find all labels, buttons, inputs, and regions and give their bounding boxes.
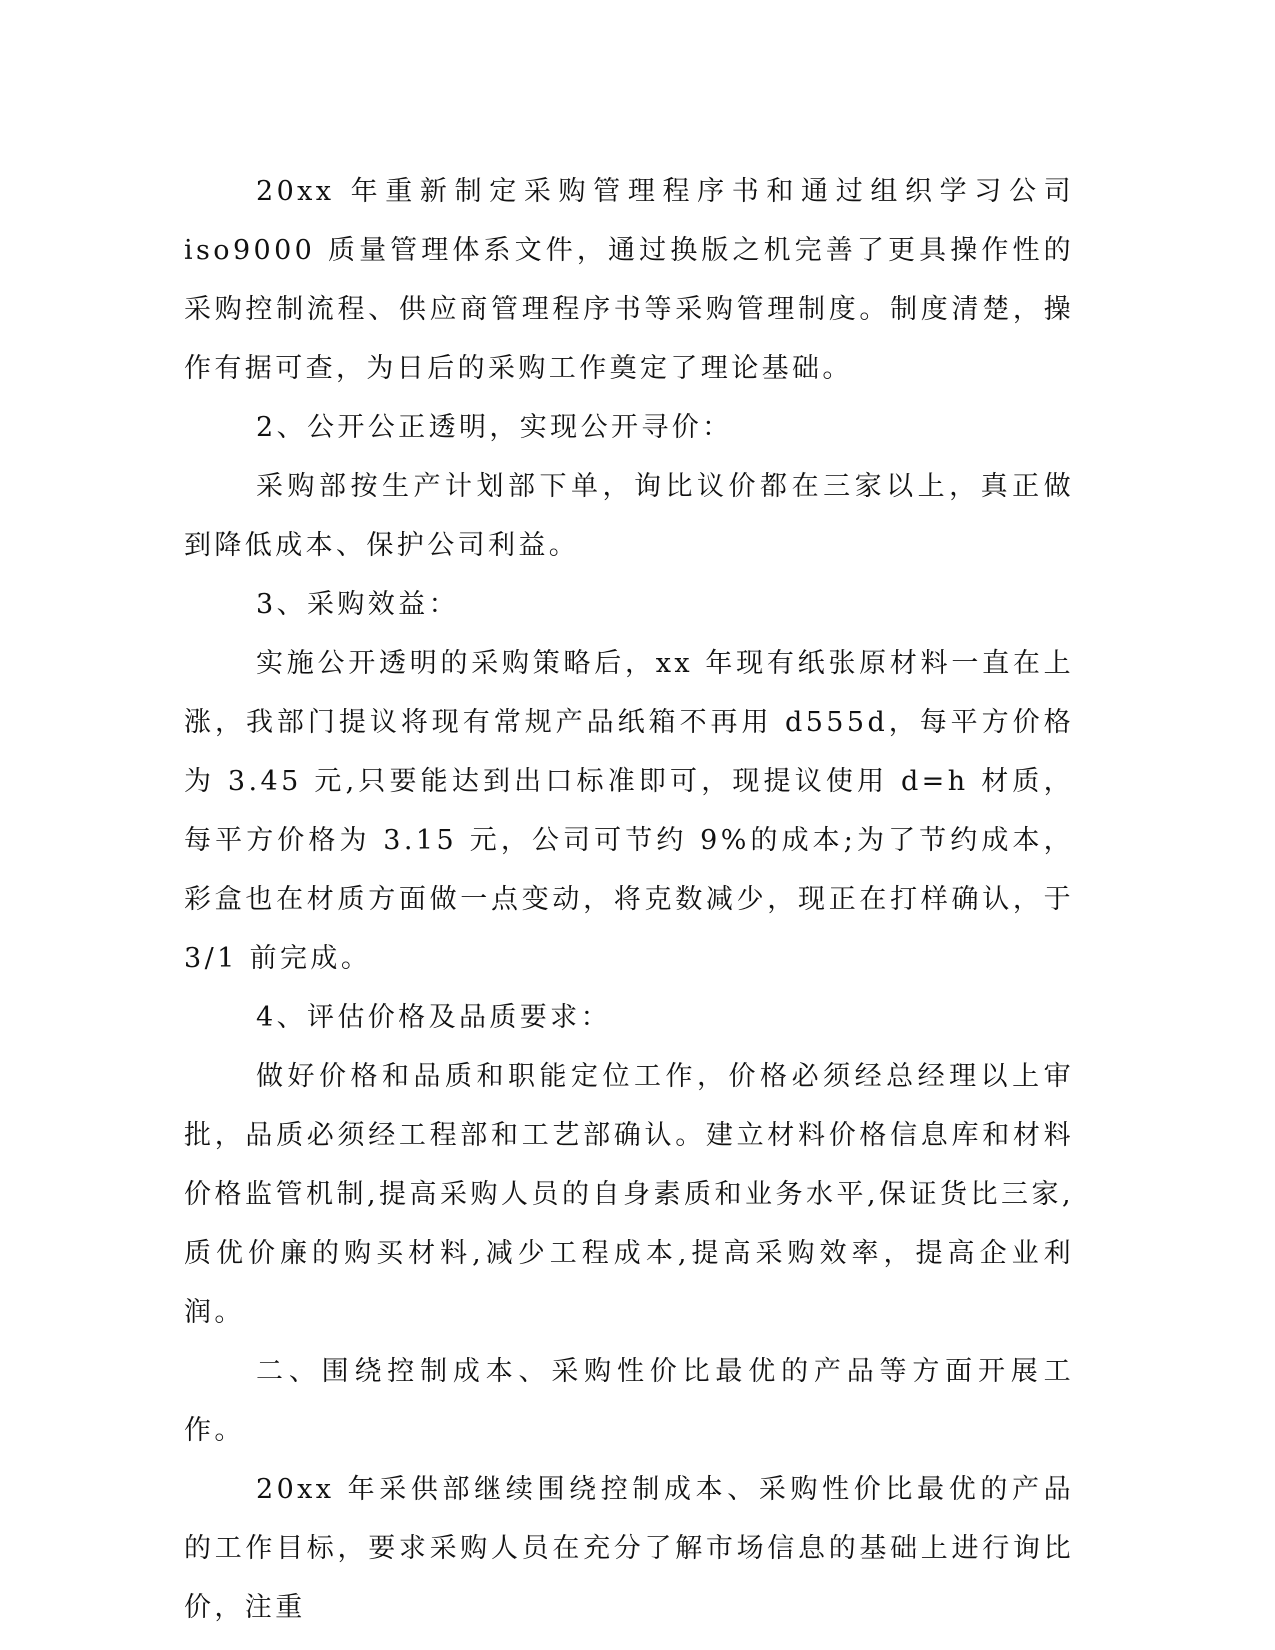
heading-open-fair-pricing: 2、公开公正透明，实现公开寻价： bbox=[256, 412, 733, 443]
paragraph-annual-targets: 20xx 年采供部继续围绕控制成本、采购性价比最优的产品的工作目标，要求采购人员在充分了解市场信息的基础上进行询比价，注重 bbox=[184, 1474, 1074, 1623]
paragraph-procurement-procedures: 20xx 年重新制定采购管理程序书和通过组织学习公司 iso9000 质量管理体系文件，通过换版之机完善了更具操作性的采购控制流程、供应商管理程序书等采购管理制度。制度清楚，操作有据可查，为日后的采购工作奠定了理论基础。 bbox=[184, 176, 1074, 384]
paragraph-price-quality-approval: 做好价格和品质和职能定位工作，价格必须经总经理以上审批，品质必须经工程部和工艺部确认。建立材料价格信息库和材料价格监管机制,提高采购人员的自身素质和业务水平,保证货比三家,质优价廉的购买材料,减少工程成本,提高采购效率，提高企业利润。 bbox=[184, 1061, 1074, 1328]
heading-cost-control-work: 二、围绕控制成本、采购性价比最优的产品等方面开展工作。 bbox=[184, 1356, 1074, 1446]
paragraph-three-quotes: 采购部按生产计划部下单，询比议价都在三家以上，真正做到降低成本、保护公司利益。 bbox=[184, 471, 1074, 561]
heading-price-quality-evaluation: 4、评估价格及品质要求： bbox=[256, 1002, 611, 1033]
document-body bbox=[184, 162, 1074, 1637]
paragraph-cost-savings: 实施公开透明的采购策略后，xx 年现有纸张原材料一直在上涨，我部门提议将现有常规产品纸箱不再用 d555d，每平方价格为 3.45 元,只要能达到出口标准即可，现提议使用 d=h 材质，每平方价格为 3.15 元，公司可节约 9%的成本;为了节约成本，彩盒也在材质方面做一点变动，将克数减少，现正在打样确认，于 3/1 前完成。 bbox=[184, 648, 1074, 974]
heading-procurement-benefits: 3、采购效益： bbox=[256, 589, 459, 620]
